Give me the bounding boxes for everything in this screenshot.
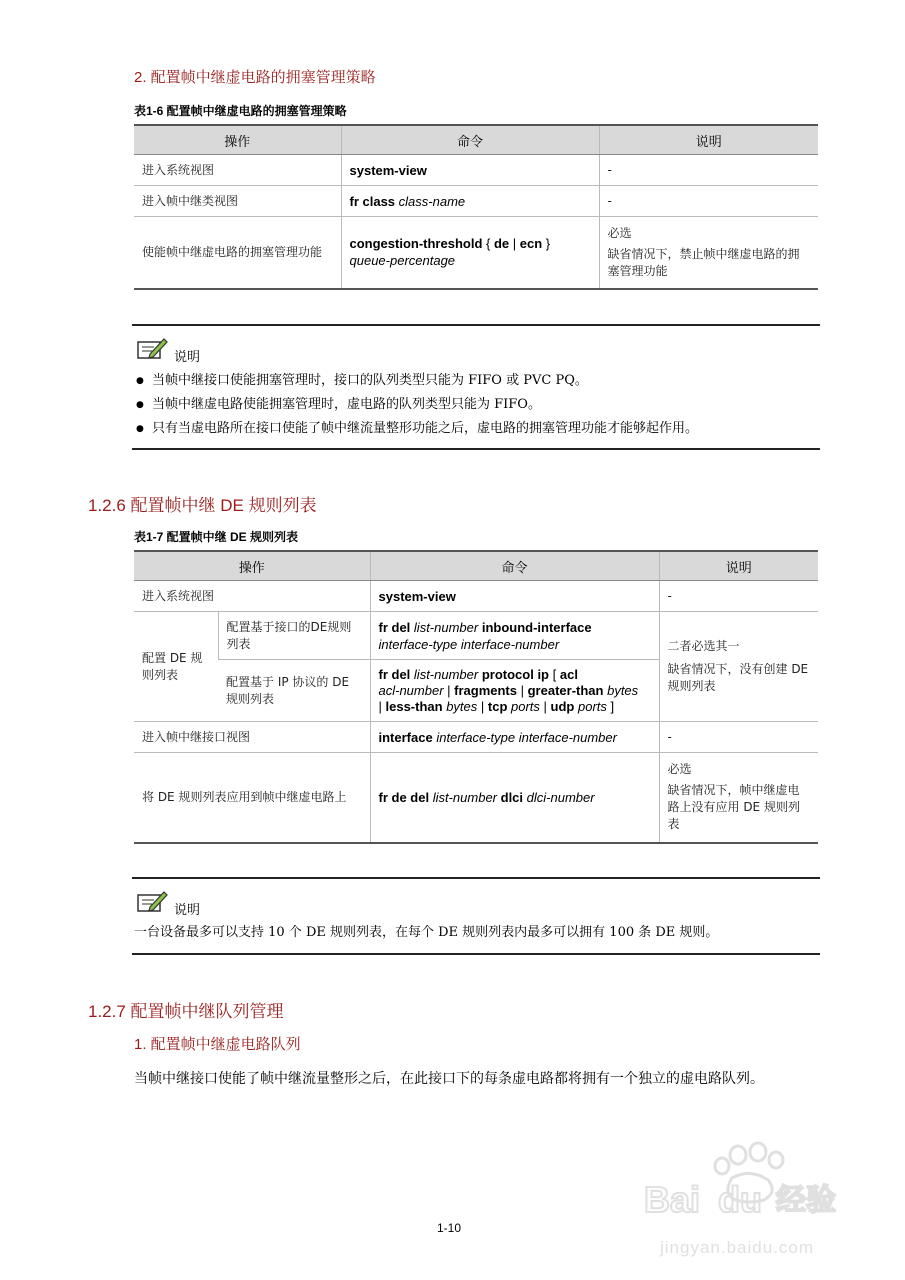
description-cell: -: [659, 722, 818, 753]
command-keyword: less-than: [385, 698, 443, 714]
column-header-operation: 操作: [134, 551, 370, 581]
subsection-heading: 1. 配置帧中继虚电路队列: [134, 1036, 301, 1053]
table-caption: 表1-7 配置帧中继 DE 规则列表: [134, 530, 299, 544]
list-item: ● 当帧中继接口使能拥塞管理时，接口的队列类型只能为 FIFO 或 PVC PQ。: [136, 369, 826, 393]
table-row: [134, 612, 818, 660]
command-keyword: interface: [378, 729, 433, 745]
column-header-command: 命令: [370, 551, 659, 581]
operation-group-cell: 配置 DE 规则列表: [134, 612, 218, 722]
command-keyword: de: [493, 236, 510, 252]
list-item: ● 只有当虚电路所在接口使能了帧中继流量整形功能之后，虚电路的拥塞管理功能才能够起作用。: [136, 417, 826, 441]
operation-cell: 配置基于 IP 协议的 DE 规则列表: [218, 660, 370, 722]
note-text: 一台设备最多可以支持 10 个 DE 规则列表，在每个 DE 规则列表内最多可以拥有 100 条 DE 规则。: [134, 925, 719, 940]
command-syntax: |: [443, 682, 455, 698]
command-argument: acl-number: [378, 682, 444, 698]
description-group-cell: [659, 612, 818, 722]
command-keyword: ecn: [519, 236, 543, 252]
svg-text:du: du: [718, 1179, 762, 1220]
column-header-description: 说明: [659, 551, 818, 581]
note-pencil-icon: [136, 889, 168, 915]
section-heading: 1.2.7 配置帧中继队列管理: [88, 1002, 284, 1021]
command-argument: class-name: [398, 193, 466, 209]
command-argument: ports: [511, 698, 540, 714]
note-list: [136, 369, 826, 441]
command-argument: list-number: [432, 789, 497, 805]
command-argument: list-number: [413, 619, 479, 635]
command-keyword: dlci: [500, 789, 524, 805]
command-keyword: greater-than: [527, 682, 604, 698]
command-syntax: ]: [606, 698, 615, 714]
command-argument: queue-percentage: [349, 253, 456, 269]
table-row: [134, 581, 818, 612]
command-syntax: |: [477, 698, 488, 714]
note-box: [132, 324, 820, 450]
list-item: ● 当帧中继虚电路使能拥塞管理时，虚电路的队列类型只能为 FIFO。: [136, 393, 826, 417]
description-required: 二者必选其一: [667, 639, 740, 653]
command-cell: [370, 660, 659, 722]
svg-text:经验: 经验: [776, 1183, 836, 1218]
command-syntax: [: [549, 666, 560, 682]
description-default: 缺省情况下，帧中继虚电路上没有应用 DE 规则列表: [667, 783, 800, 832]
description-default: 缺省情况下，禁止帧中继虚电路的拥塞管理功能: [607, 246, 800, 278]
command-cell: [341, 186, 599, 217]
description-cell: -: [599, 155, 818, 186]
config-table-1-7: [134, 550, 818, 844]
command-cell: [370, 581, 659, 612]
operation-cell: 进入系统视图: [134, 155, 341, 186]
command-cell: [341, 217, 599, 289]
watermark-url: jingyan.baidu.com: [660, 1238, 815, 1257]
command-keyword: acl: [559, 666, 578, 682]
command-argument: bytes: [446, 698, 478, 714]
command-keyword: fr del: [378, 666, 411, 682]
operation-cell: 配置基于接口的DE规则列表: [218, 612, 370, 660]
command-cell: [370, 722, 659, 753]
note-pencil-icon: [136, 336, 168, 362]
command-syntax: {: [482, 236, 494, 252]
operation-cell: 进入帧中继类视图: [134, 186, 341, 217]
command-keyword: protocol ip: [481, 666, 550, 682]
description-cell: -: [659, 581, 818, 612]
description-required: 必选: [607, 225, 632, 240]
column-header-command: 命令: [341, 125, 599, 155]
command-argument: list-number: [413, 666, 479, 682]
command-syntax: }: [542, 236, 551, 252]
table-caption: 表1-6 配置帧中继虚电路的拥塞管理策略: [134, 104, 347, 118]
command-keyword: system-view: [349, 162, 427, 178]
page-number: 1-10: [437, 1221, 462, 1235]
command-keyword: tcp: [487, 698, 508, 714]
paw-logo-icon: [640, 1140, 860, 1240]
column-header-description: 说明: [599, 125, 818, 155]
operation-cell: 进入系统视图: [134, 581, 370, 612]
config-table-1-6: [134, 124, 818, 290]
command-keyword: congestion-threshold: [349, 236, 483, 252]
operation-cell: 使能帧中继虚电路的拥塞管理功能: [134, 217, 341, 289]
body-paragraph: 当帧中继接口使能了帧中继流量整形之后，在此接口下的每条虚电路都将拥有一个独立的虚电路队列。: [134, 1071, 764, 1087]
command-syntax: |: [378, 698, 386, 714]
command-keyword: inbound-interface: [481, 619, 592, 635]
baidu-jingyan-watermark: [640, 1140, 860, 1270]
command-keyword: fragments: [454, 682, 517, 698]
command-cell: [341, 155, 599, 186]
table-row: [134, 722, 818, 753]
description-cell: [599, 217, 818, 289]
command-argument: dlci-number: [526, 789, 595, 805]
column-header-operation: 操作: [134, 125, 341, 155]
note-title: 说明: [174, 350, 201, 365]
section-heading: 1.2.6 配置帧中继 DE 规则列表: [88, 496, 317, 515]
description-cell: [659, 753, 818, 843]
section-heading: 2. 配置帧中继虚电路的拥塞管理策略: [134, 69, 376, 86]
table-row: [134, 753, 818, 843]
command-argument: interface-type interface-number: [378, 636, 560, 652]
command-keyword: fr de del: [378, 789, 430, 805]
command-keyword: udp: [550, 698, 575, 714]
command-syntax: |: [539, 698, 551, 714]
command-keyword: fr del: [378, 619, 411, 635]
operation-cell: 将 DE 规则列表应用到帧中继虚电路上: [134, 753, 370, 843]
command-argument: ports: [577, 698, 607, 714]
command-argument: bytes: [607, 682, 639, 698]
operation-cell: 进入帧中继接口视图: [134, 722, 370, 753]
command-keyword: system-view: [378, 588, 456, 604]
command-syntax: |: [509, 236, 520, 252]
command-cell: [370, 612, 659, 660]
table-row: [134, 155, 818, 186]
command-cell: [370, 753, 659, 843]
table-row: [134, 217, 818, 289]
note-title: 说明: [174, 903, 201, 918]
note-box: [132, 877, 820, 955]
svg-text:Bai: Bai: [644, 1179, 701, 1220]
description-default: 缺省情况下，没有创建 DE 规则列表: [667, 662, 809, 693]
command-syntax: |: [517, 682, 528, 698]
table-row: [134, 186, 818, 217]
command-keyword: fr class: [349, 193, 396, 209]
command-argument: interface-type interface-number: [436, 729, 617, 745]
description-cell: -: [599, 186, 818, 217]
description-required: 必选: [667, 762, 692, 777]
